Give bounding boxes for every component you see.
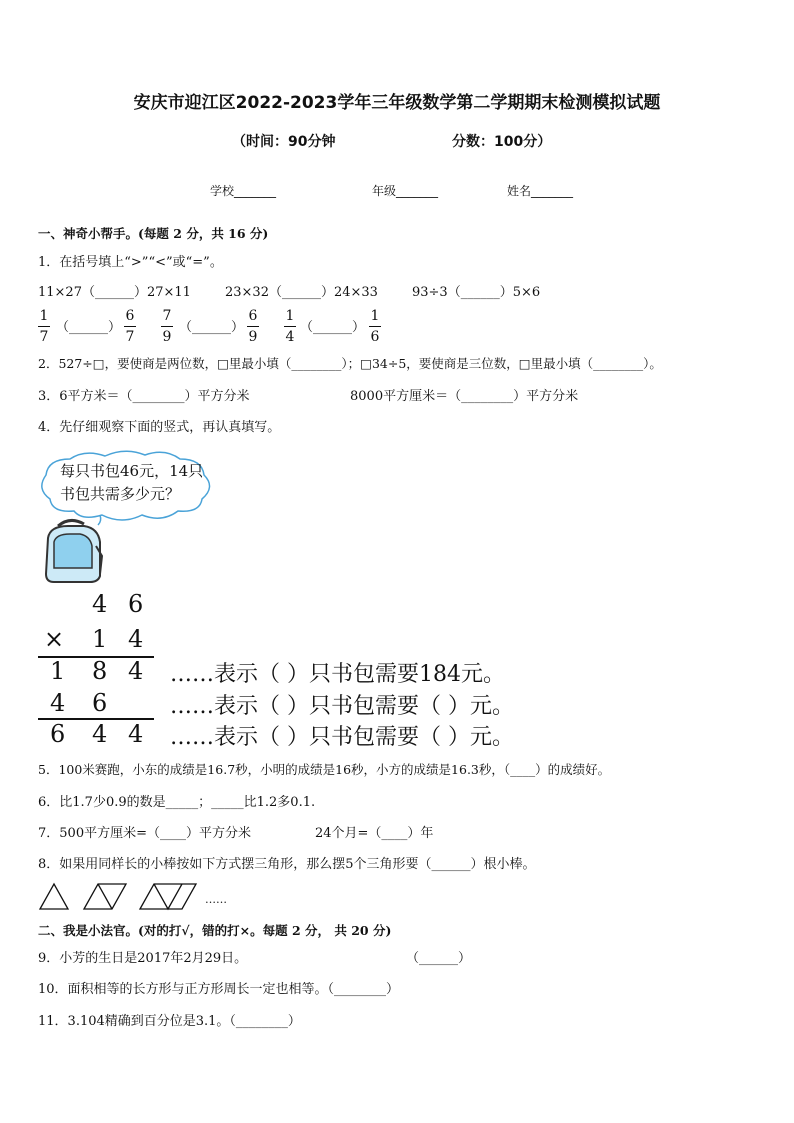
question-7a: 7．500平方厘米=（____）平方分米	[38, 826, 251, 841]
grade-field: 年级_______	[372, 184, 439, 198]
section-1-heading: 一、神奇小帮手。(每题 2 分，共 16 分)	[38, 226, 269, 241]
question-9: 9．小芳的生日是2017年2月29日。	[38, 951, 248, 966]
bubble-line-2: 书包共需多少元？	[60, 485, 181, 503]
vertical-row-4-digit: 4	[50, 689, 66, 717]
vertical-row-3-digit: 1	[50, 657, 66, 685]
q1-compare-2: 23×32（______）24×33	[225, 285, 378, 300]
fraction-1-4: 1 4	[285, 308, 295, 345]
fraction-1-6: 1 6	[370, 308, 380, 345]
q1-blank: （______）	[179, 320, 245, 335]
q1-compare-1: 11×27（______）27×11	[38, 285, 191, 300]
bubble-line-1: 每只书包46元，14只	[60, 462, 204, 480]
question-3a: 3．6平方米＝（________）平方分米	[38, 389, 250, 404]
fraction-6-9: 6 9	[248, 308, 258, 345]
vertical-row-4-digit: 6	[92, 689, 108, 717]
question-1: 1．在括号填上“>”“<”或“=”。	[38, 255, 223, 270]
vertical-explain-2: ……表示（ ）只书包需要（ ）元。	[170, 694, 514, 719]
fraction-7-9: 7 9	[162, 308, 172, 345]
vertical-row-5-digit: 6	[50, 720, 66, 748]
vertical-row-3-digit: 4	[128, 657, 144, 685]
section-2-heading: 二、我是小法官。(对的打√，错的打×。每题 2 分， 共 20 分)	[38, 923, 392, 938]
vertical-row-5-digit: 4	[92, 720, 108, 748]
question-11: 11．3.104精确到百分位是3.1。（________）	[38, 1014, 301, 1029]
vertical-explain-1: ……表示（ ）只书包需要184元。	[170, 662, 505, 687]
vertical-row-1-digit: 4	[92, 590, 108, 618]
fraction-1-7-a: 1 7	[39, 308, 49, 345]
question-7b: 24个月=（____）年	[315, 826, 434, 841]
vertical-times-sign: ×	[44, 625, 65, 653]
vertical-row-3-digit: 8	[92, 657, 108, 685]
q9-answer-blank: （______）	[406, 951, 472, 966]
triangles-icon	[38, 881, 208, 911]
question-3b: 8000平方厘米＝（________）平方分米	[350, 389, 579, 404]
question-2: 2．527÷□，要使商是两位数，□里最小填（________）；□34÷5，要使商是三位数，□里最小填（________）。	[38, 356, 662, 371]
question-4: 4．先仔细观察下面的竖式，再认真填写。	[38, 420, 281, 435]
vertical-explain-3: ……表示（ ）只书包需要（ ）元。	[170, 725, 514, 750]
question-8: 8．如果用同样长的小棒按如下方式摆三角形，那么摆5个三角形要（______）根小棒。	[38, 857, 536, 872]
score-label: 分数：100分）	[452, 134, 552, 150]
school-field: 学校_______	[210, 184, 277, 198]
vertical-row-5-digit: 4	[128, 720, 144, 748]
time-label: （时间：90分钟	[232, 134, 336, 150]
q1-blank: （______）	[56, 320, 122, 335]
page-title: 安庆市迎江区2022-2023学年三年级数学第二学期期末检测模拟试题	[133, 93, 661, 113]
q1-compare-3: 93÷3（______）5×6	[412, 285, 541, 300]
vertical-row-1-digit: 6	[128, 590, 144, 618]
question-6: 6．比1.7少0.9的数是_____；_____比1.2多0.1.	[38, 795, 316, 810]
name-field: 姓名_______	[507, 184, 574, 198]
q1-blank: （______）	[300, 320, 366, 335]
fraction-6-7: 6 7	[125, 308, 135, 345]
question-10: 10．面积相等的长方形与正方形周长一定也相等。（________）	[38, 982, 400, 997]
triangles-ellipsis: ……	[205, 893, 227, 906]
vertical-row-2-digit: 4	[128, 625, 144, 653]
question-5: 5．100米赛跑，小东的成绩是16.7秒，小明的成绩是16秒，小方的成绩是16.3秒，（____）的成绩好。	[38, 762, 611, 777]
backpack-icon	[40, 516, 106, 586]
vertical-row-2-digit: 1	[92, 625, 108, 653]
